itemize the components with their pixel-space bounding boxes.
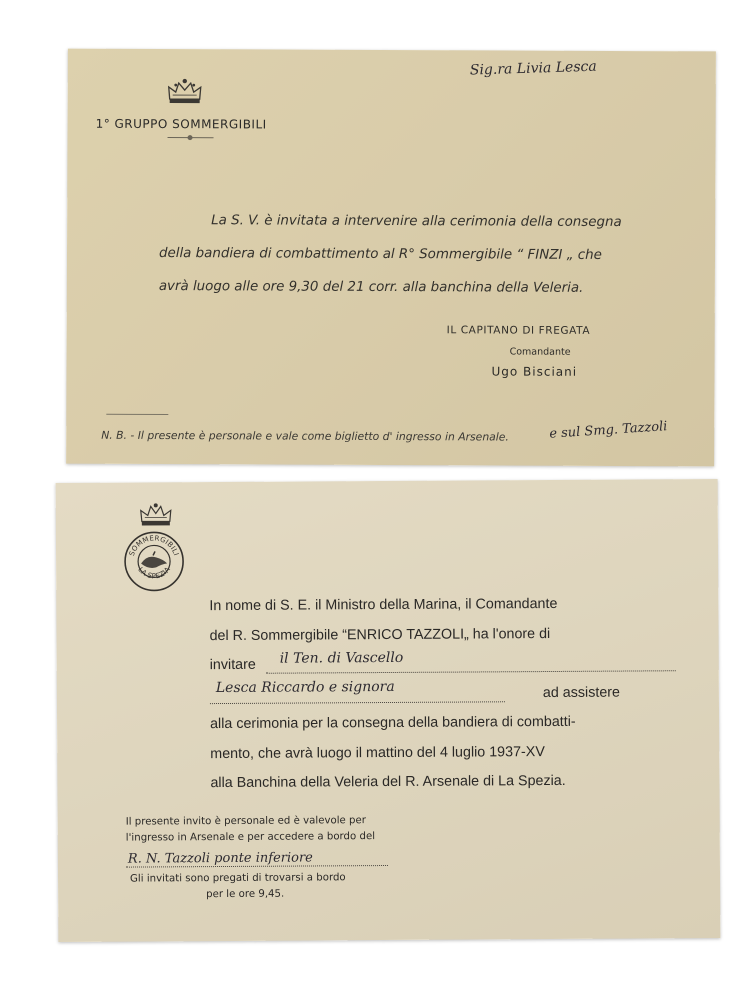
invitation-line: La S. V. è invitata a intervenire alla cerimonia della consegna (211, 213, 622, 231)
invitation-suffix: ad assistere (542, 684, 621, 701)
invitation-line: alla cerimonia per la consegna della bandiera di combatti- (210, 713, 576, 733)
note-line: per le ore 9,45. (206, 888, 285, 901)
handwritten-footnote-addition: e sul Smg. Tazzoli (548, 419, 668, 442)
invitation-line: della bandiera di combattimento al R° Sommergibile “ FINZI „ che (158, 245, 602, 263)
admission-note (126, 813, 397, 904)
invitation-line-with-blank (210, 678, 690, 710)
note-line: l'ingresso in Arsenale e per accedere a bordo del (125, 831, 376, 844)
footnote-rule (106, 414, 168, 415)
invitation-card-finzi (66, 49, 716, 467)
crown-icon (138, 502, 174, 528)
invitation-line: alla Banchina della Veleria del R. Arsenale di La Spezia. (210, 772, 566, 792)
signature-title: IL CAPITANO DI FREGATA (446, 324, 591, 337)
invitation-line: avrà luogo alle ore 9,30 del 21 corr. alla banchina della Veleria. (158, 278, 584, 296)
invitation-prefix: invitare (209, 656, 256, 674)
invitation-line: mento, che avrà luogo il mattino del 4 luglio 1937-XV (210, 743, 545, 762)
signature-role: Comandante (509, 346, 571, 358)
name-blank-line (210, 678, 505, 704)
crown-icon (165, 77, 205, 107)
footnote: N. B. - Il presente è personale e vale come biglietto d' ingresso in Arsenale. (101, 428, 509, 444)
note-blank-line (126, 845, 388, 868)
note-line: Il presente invito è personale ed è valevole per (125, 815, 367, 828)
signature-name: Ugo Bisciani (491, 364, 578, 379)
handwritten-rank: il Ten. di Vascello (279, 649, 404, 667)
invitation-text (209, 589, 690, 798)
handwritten-recipient: Sig.ra Livia Lesca (469, 58, 597, 79)
invitation-line: In nome di S. E. il Ministro della Marina, il Comandante (209, 595, 558, 615)
group-heading: 1° GRUPPO SOMMERGIBILI (95, 116, 267, 132)
note-line: Gli invitati sono pregati di trovarsi a bordo (129, 872, 346, 885)
invitation-line: del R. Sommergibile “ENRICO TAZZOLI„ ha l'onore di (209, 625, 551, 644)
invitation-text (159, 204, 669, 305)
name-blank-line (266, 650, 676, 674)
divider-ornament (188, 135, 193, 140)
seal-text-bottom: LA SPEZIA (136, 565, 173, 581)
handwritten-guest-name: Lesca Riccardo e signora (215, 678, 395, 697)
handwritten-boarding-note: R. N. Tazzoli ponte inferiore (127, 850, 313, 867)
seal-icon (123, 530, 185, 592)
invitation-card-tazzoli (56, 479, 721, 942)
seal-text-top: SOMMERGIBILI (127, 534, 181, 558)
